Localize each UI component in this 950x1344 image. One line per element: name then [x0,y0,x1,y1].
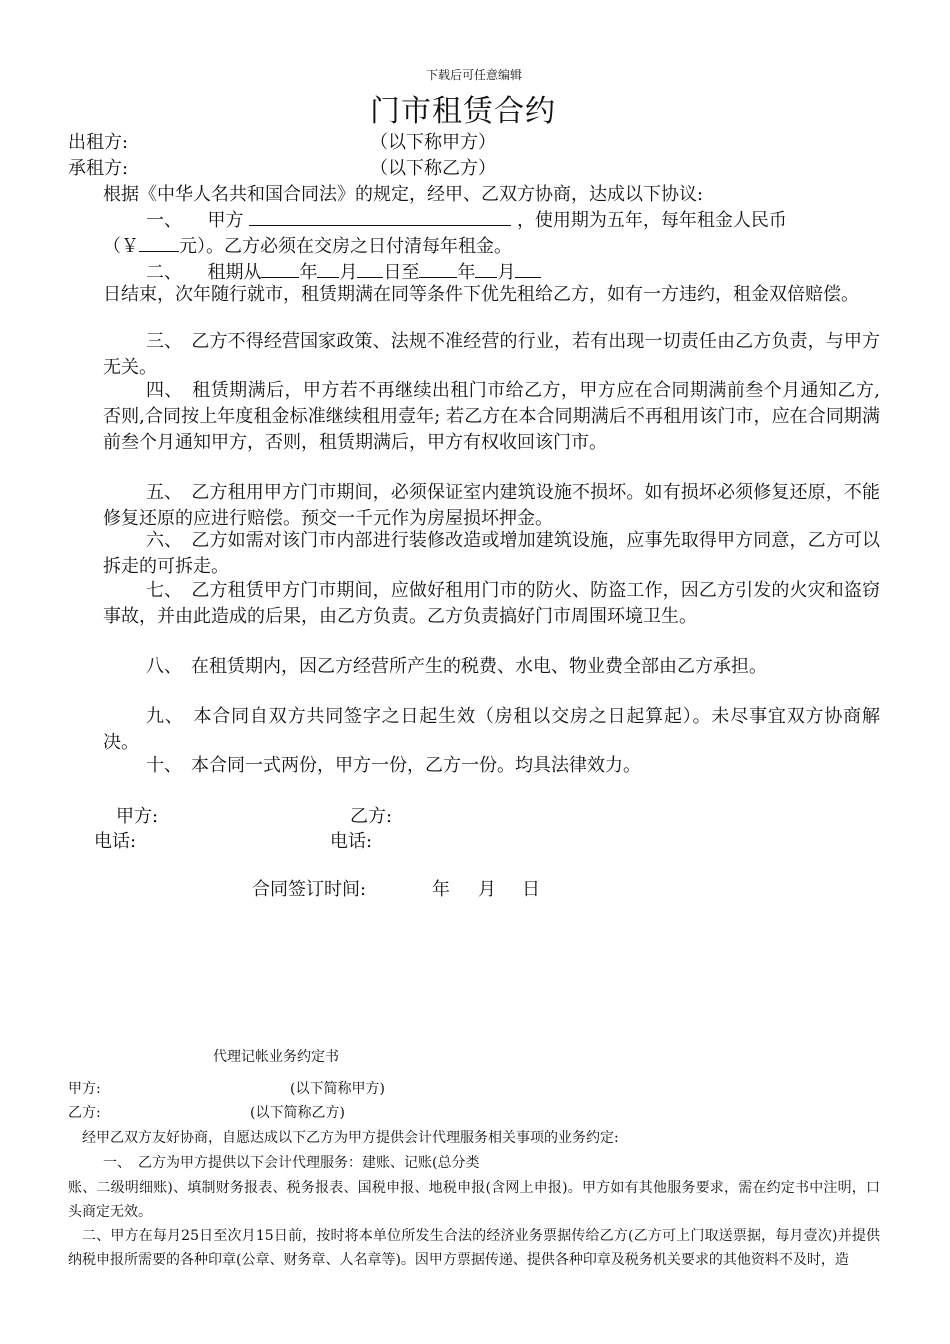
start-month-blank [317,259,339,278]
agency-item-2: 二、甲方在每月25日至次月15日前，按时将本单位所发生合法的经济业务票据传给乙方(乙方可上门取送票据，每月壹次)并提供纳税申报所需要的各种印章(公章、财务章、人名章等)。因甲方票据传递、提供各种印章及税务机关要求的其他资料不及时，造 [68,1228,880,1268]
sign-date-day: 日 [522,879,540,900]
clause-2-number: 二、 [146,262,182,283]
header-note: 下载后可任意编辑 [426,68,523,82]
agency-party-a: 甲方: [68,1081,101,1097]
end-year-label: 年 [457,262,476,283]
agency-item-1-head: 一、 乙方为甲方提供以下会计代理服务：建账、记账(总分类 [103,1155,480,1171]
agency-intro: 经甲乙双方友好协商，自愿达成以下乙方为甲方提供会计代理服务相关事项的业务约定: [82,1130,619,1146]
clause-1-party: 甲方 [207,210,244,231]
agency-party-a-alias: (以下简称甲方) [290,1081,385,1097]
end-month-blank [475,259,497,278]
sign-date-year: 年 [432,879,450,900]
phone-party-a: 电话: [94,831,137,852]
start-day-label: 日至 [383,262,420,283]
lessor-name-blank [249,207,511,226]
clause-2-from: 租期从 [207,262,262,283]
start-year-blank [261,259,299,278]
rent-amount-blank [139,233,179,252]
end-year-blank [419,259,457,278]
start-day-blank [357,259,383,278]
clause-8: 八、 在租赁期内，因乙方经营所产生的税费、水电、物业费全部由乙方承担。 [146,656,767,677]
clause-6: 六、 乙方如需对该门市内部进行装修改造或增加建筑设施，应事先取得甲方同意，乙方可以拆走的可拆走。 [103,530,880,577]
clause-9: 九、 本合同自双方共同签字之日起生效（房租以交房之日起算起）。未尽事宜双方协商解决。 [103,706,880,753]
clause-1-rent-close: 元）。乙方必须在交房之日付清每年租金。 [179,236,512,257]
lessor-alias: （以下称甲方） [370,132,496,153]
end-day-blank [515,259,541,278]
lessee-label: 承租方: [68,158,129,179]
clause-5: 五、 乙方租用甲方门市期间，必须保证室内建筑设施不损坏。如有损坏必须修复还原，不能修复还原的应进行赔偿。预交一千元作为房屋损坏押金。 [103,482,880,529]
clause-10: 十、 本合同一式两份，甲方一份，乙方一份。均具法律效力。 [146,755,641,776]
clause-1-rent-open: （￥ [103,236,139,257]
clause-3: 三、 乙方不得经营国家政策、法规不准经营的行业，若有出现一切责任由乙方负责，与甲方无关。 [103,331,880,378]
agency-party-b: 乙方: [68,1105,101,1121]
phone-party-b: 电话: [330,831,373,852]
clause-1-number: 一、 [146,210,182,231]
start-month-label: 月 [339,262,358,283]
end-month-label: 月 [497,262,516,283]
agency-party-b-alias: (以下简称乙方) [250,1105,345,1121]
clause-4: 四、 租赁期满后，甲方若不再继续出租门市给乙方，甲方应在合同期满前叁个月通知乙方, 否则,合同按上年度租金标准继续租用壹年; 若乙方在本合同期满后不再租用该门市，应在合同期满前叁个月通知甲方，否则，租赁期满后，甲方有权收回该门市。 [103,380,880,453]
start-year-label: 年 [299,262,318,283]
lessee-alias: （以下称乙方） [370,158,496,179]
clause-7: 七、 乙方租赁甲方门市期间，应做好租用门市的防火、防盗工作，因乙方引发的火灾和盗窃事故，并由此造成的后果，由乙方负责。乙方负责搞好门市周围环境卫生。 [103,580,880,627]
lessor-label: 出租方: [68,132,129,153]
sign-party-a: 甲方: [116,806,159,827]
clause-1-term: ，使用期为五年，每年租金人民币 [516,210,787,231]
agency-item-1-body: 账、二级明细账)、填制财务报表、税务报表、国税申报、地税申报(含网上申报)。甲方如有其他服务要求，需在约定书中注明，口头商定无效。 [68,1180,880,1220]
clause-1-line-1 [146,207,787,234]
lease-title: 门市租赁合约 [370,94,556,129]
sign-date-month: 月 [478,879,496,900]
lease-intro: 根据《中华人名共和国合同法》的规定，经甲、乙双方协商，达成以下协议: [103,184,704,205]
clause-2-body: 日结束，次年随行就市，租赁期满在同等条件下优先租给乙方，如有一方违约，租金双倍赔偿。 [103,284,859,305]
sign-date-label: 合同签订时间: [252,879,367,900]
clause-1-line-2 [103,233,512,260]
sign-party-b: 乙方: [350,806,393,827]
agency-title: 代理记帐业务约定书 [213,1049,339,1065]
